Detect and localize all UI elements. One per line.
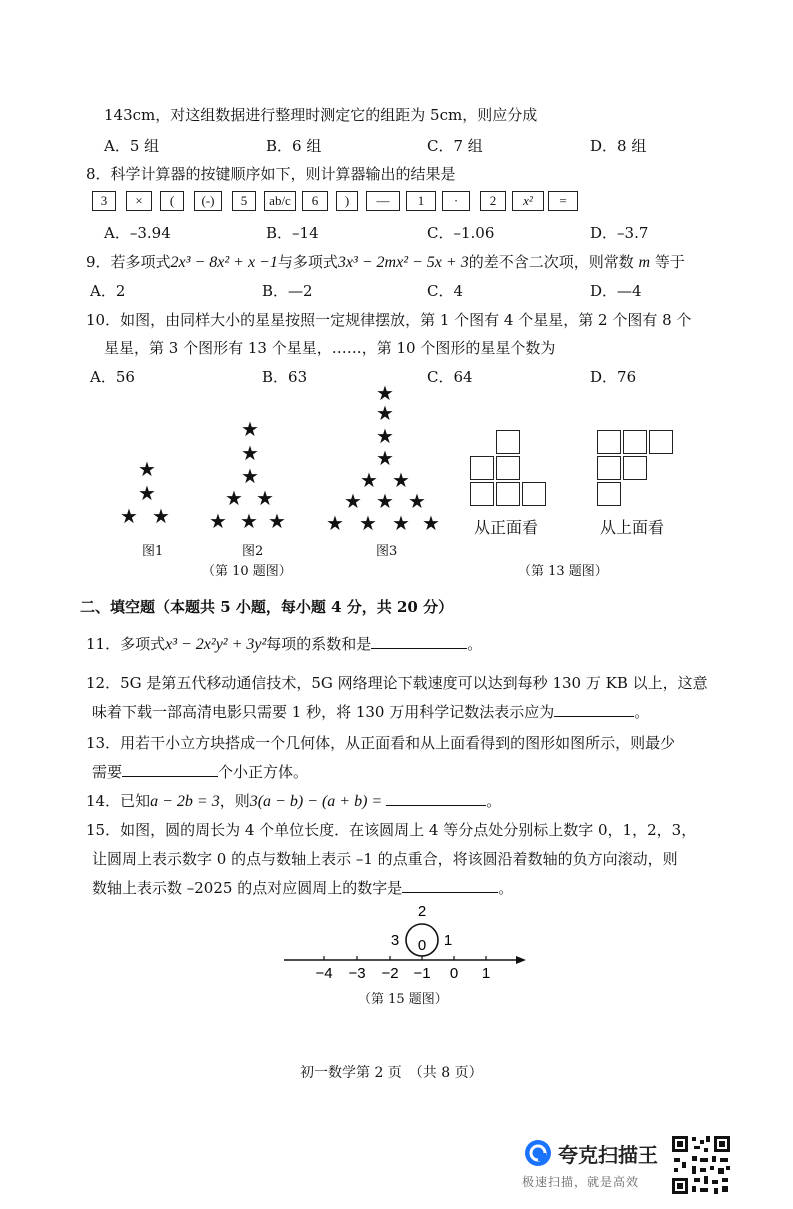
star-icon: ★ bbox=[326, 511, 344, 535]
tick-label: −2 bbox=[381, 965, 399, 982]
calc-key: ab/c bbox=[264, 191, 296, 211]
tick-label: −3 bbox=[348, 965, 366, 982]
grid-cell bbox=[649, 430, 673, 454]
q9-text: 9．若多项式 bbox=[86, 253, 171, 271]
star-icon: ★ bbox=[376, 489, 394, 513]
grid-cell bbox=[597, 456, 621, 480]
tick-label: −1 bbox=[413, 965, 431, 982]
q15-text: 。 bbox=[498, 879, 514, 897]
q13-line2 bbox=[92, 761, 308, 782]
q8-option-d: D．–3.7 bbox=[590, 224, 649, 242]
q9-option-b: B．—2 bbox=[262, 282, 313, 300]
q14-expression: 3(a − b) − (a + b) = bbox=[249, 793, 383, 810]
calc-key: 5 bbox=[232, 191, 256, 211]
calc-key: 6 bbox=[302, 191, 328, 211]
front-view-label: 从正面看 bbox=[474, 518, 539, 537]
star-icon: ★ bbox=[138, 457, 156, 481]
q11-text: 11．多项式 bbox=[86, 635, 166, 653]
q13-line1: 13．用若干小立方块搭成一个几何体，从正面看和从上面看得到的图形如图所示，则最少 bbox=[86, 734, 676, 752]
tick-label: 0 bbox=[449, 965, 459, 982]
q10-option-d: D．76 bbox=[590, 368, 637, 386]
calc-key: ( bbox=[160, 191, 184, 211]
q8-option-c: C．–1.06 bbox=[427, 224, 495, 242]
axis-arrow-icon bbox=[516, 956, 526, 964]
q9-text: 等于 bbox=[654, 253, 685, 271]
q7-option-d: D．8 组 bbox=[590, 137, 647, 155]
grid-cell bbox=[470, 456, 494, 480]
circle-label-0: 0 bbox=[417, 937, 427, 954]
calc-key: × bbox=[126, 191, 152, 211]
q12-line1: 12．5G 是第五代移动通信技术，5G 网络理论下载速度可以达到每秒 130 万 KB 以上，这意 bbox=[86, 674, 708, 692]
quark-logo-icon bbox=[524, 1139, 552, 1167]
tick-label: 1 bbox=[481, 965, 491, 982]
q15-text: 数轴上表示数 –2025 的点对应圆周上的数字是 bbox=[92, 879, 403, 897]
q11-text: 。 bbox=[467, 635, 483, 653]
star-icon: ★ bbox=[209, 509, 227, 533]
star-icon: ★ bbox=[241, 464, 259, 488]
star-icon: ★ bbox=[241, 441, 259, 465]
q10-figure-caption: （第 10 题图） bbox=[202, 564, 292, 579]
star-icon: ★ bbox=[268, 509, 286, 533]
star-icon: ★ bbox=[344, 489, 362, 513]
grid-cell bbox=[522, 482, 546, 506]
q11-polynomial: x³ − 2x²y² + 3y² bbox=[165, 636, 267, 653]
q13-text: 个小正方体。 bbox=[218, 763, 309, 781]
q9-option-c: C．4 bbox=[427, 282, 464, 300]
answer-blank[interactable] bbox=[122, 762, 218, 777]
grid-cell bbox=[623, 430, 647, 454]
q9-text: 的差不含二次项，则常数 bbox=[468, 253, 634, 271]
q7-option-a: A．5 组 bbox=[104, 137, 160, 155]
q8-stem: 8．科学计算器的按键顺序如下，则计算器输出的结果是 bbox=[86, 165, 456, 183]
section-heading: 二、填空题（本题共 5 小题，每小题 4 分，共 20 分） bbox=[80, 598, 454, 616]
grid-cell bbox=[597, 430, 621, 454]
q15-line1: 15．如图，圆的周长为 4 个单位长度．在该圆周上 4 等分点处分别标上数字 0，1，2，3， bbox=[86, 821, 697, 839]
q7-option-b: B．6 组 bbox=[266, 137, 322, 155]
star-icon: ★ bbox=[359, 511, 377, 535]
q8-option-a: A．–3.94 bbox=[104, 224, 171, 242]
number-line-figure bbox=[280, 896, 530, 986]
star-icon: ★ bbox=[392, 511, 410, 535]
calc-key: (-) bbox=[194, 191, 222, 211]
star-icon: ★ bbox=[422, 511, 440, 535]
watermark-slogan: 极速扫描，就是高效 bbox=[522, 1175, 640, 1189]
star-icon: ★ bbox=[138, 481, 156, 505]
q12-text: 味着下载一部高清电影只需要 1 秒，将 130 万用科学记数法表示应为 bbox=[92, 703, 555, 721]
q9-poly2: 3x³ − 2mx² − 5x + 3 bbox=[337, 254, 469, 271]
q10-option-b: B．63 bbox=[262, 368, 308, 386]
q14-given: a − 2b = 3 bbox=[150, 793, 220, 810]
q7-continuation: 143cm，对这组数据进行整理时测定它的组距为 5cm，则应分成 bbox=[104, 106, 538, 124]
star-icon: ★ bbox=[256, 486, 274, 510]
q15-line2: 让圆周上表示数字 0 的点与数轴上表示 –1 的点重合，将该圆沿着数轴的负方向滚动，则 bbox=[92, 850, 678, 868]
star-icon: ★ bbox=[392, 468, 410, 492]
star-icon: ★ bbox=[360, 468, 378, 492]
q11 bbox=[86, 633, 482, 654]
circle-label-2: 2 bbox=[417, 903, 427, 920]
calc-key: 2 bbox=[480, 191, 506, 211]
fig2-label: 图2 bbox=[242, 544, 264, 559]
star-icon: ★ bbox=[376, 401, 394, 425]
q9-text: 与多项式 bbox=[277, 253, 338, 271]
circle-label-1: 1 bbox=[443, 932, 453, 949]
q12-line2 bbox=[92, 701, 649, 722]
answer-blank[interactable] bbox=[554, 702, 634, 717]
star-icon: ★ bbox=[240, 509, 258, 533]
star-icon: ★ bbox=[152, 504, 170, 528]
q10-option-c: C．64 bbox=[427, 368, 473, 386]
q15-figure-caption: （第 15 题图） bbox=[358, 992, 448, 1007]
q7-option-c: C．7 组 bbox=[427, 137, 483, 155]
fig1-label: 图1 bbox=[142, 544, 164, 559]
answer-blank[interactable] bbox=[386, 791, 486, 806]
fig3-label: 图3 bbox=[376, 544, 398, 559]
q15-line3 bbox=[92, 877, 513, 898]
star-icon: ★ bbox=[241, 417, 259, 441]
page-footer: 初一数学第 2 页 （共 8 页） bbox=[300, 1065, 483, 1081]
calc-key: = bbox=[548, 191, 578, 211]
star-icon: ★ bbox=[376, 424, 394, 448]
watermark-brand: 夸克扫描王 bbox=[558, 1143, 658, 1167]
grid-cell bbox=[597, 482, 621, 506]
q11-text: 每项的系数和是 bbox=[266, 635, 372, 653]
answer-blank[interactable] bbox=[402, 878, 498, 893]
grid-cell bbox=[496, 430, 520, 454]
q9-variable: m bbox=[638, 254, 651, 271]
top-view-label: 从上面看 bbox=[600, 518, 665, 537]
star-icon: ★ bbox=[408, 489, 426, 513]
q9-poly1: 2x³ − 8x² + x −1 bbox=[170, 254, 278, 271]
q14-text: ，则 bbox=[219, 792, 250, 810]
qr-code-icon bbox=[670, 1134, 732, 1196]
q8-option-b: B．–14 bbox=[266, 224, 319, 242]
q13-text: 需要 bbox=[92, 763, 123, 781]
q14 bbox=[86, 790, 501, 811]
calc-key: 3 bbox=[92, 191, 116, 211]
scanner-watermark bbox=[522, 1137, 662, 1187]
q9-option-d: D．—4 bbox=[590, 282, 642, 300]
circle-label-3: 3 bbox=[390, 932, 400, 949]
grid-cell bbox=[470, 482, 494, 506]
calc-key: x² bbox=[512, 191, 544, 211]
tick-label: −4 bbox=[315, 965, 333, 982]
q12-text: 。 bbox=[634, 703, 650, 721]
q13-figure-caption: （第 13 题图） bbox=[518, 564, 608, 579]
q9-option-a: A．2 bbox=[90, 282, 126, 300]
q10-option-a: A．56 bbox=[90, 368, 135, 386]
star-icon: ★ bbox=[225, 486, 243, 510]
star-icon: ★ bbox=[120, 504, 138, 528]
q9-stem bbox=[86, 251, 685, 272]
calc-key: 1 bbox=[406, 191, 436, 211]
grid-cell bbox=[496, 482, 520, 506]
q10-line1: 10．如图，由同样大小的星星按照一定规律摆放，第 1 个图有 4 个星星，第 2 个图有 8 个 bbox=[86, 311, 692, 329]
grid-cell bbox=[496, 456, 520, 480]
q14-text: 。 bbox=[486, 792, 502, 810]
answer-blank[interactable] bbox=[371, 634, 467, 649]
q10-line2: 星星，第 3 个图形有 13 个星星，……，第 10 个图形的星星个数为 bbox=[104, 339, 556, 357]
calc-key: — bbox=[366, 191, 400, 211]
calc-key: · bbox=[442, 191, 470, 211]
star-icon: ★ bbox=[376, 446, 394, 470]
calc-key: ) bbox=[336, 191, 358, 211]
grid-cell bbox=[623, 456, 647, 480]
q14-text: 14．已知 bbox=[86, 792, 151, 810]
star-icon: ★ bbox=[376, 381, 394, 405]
